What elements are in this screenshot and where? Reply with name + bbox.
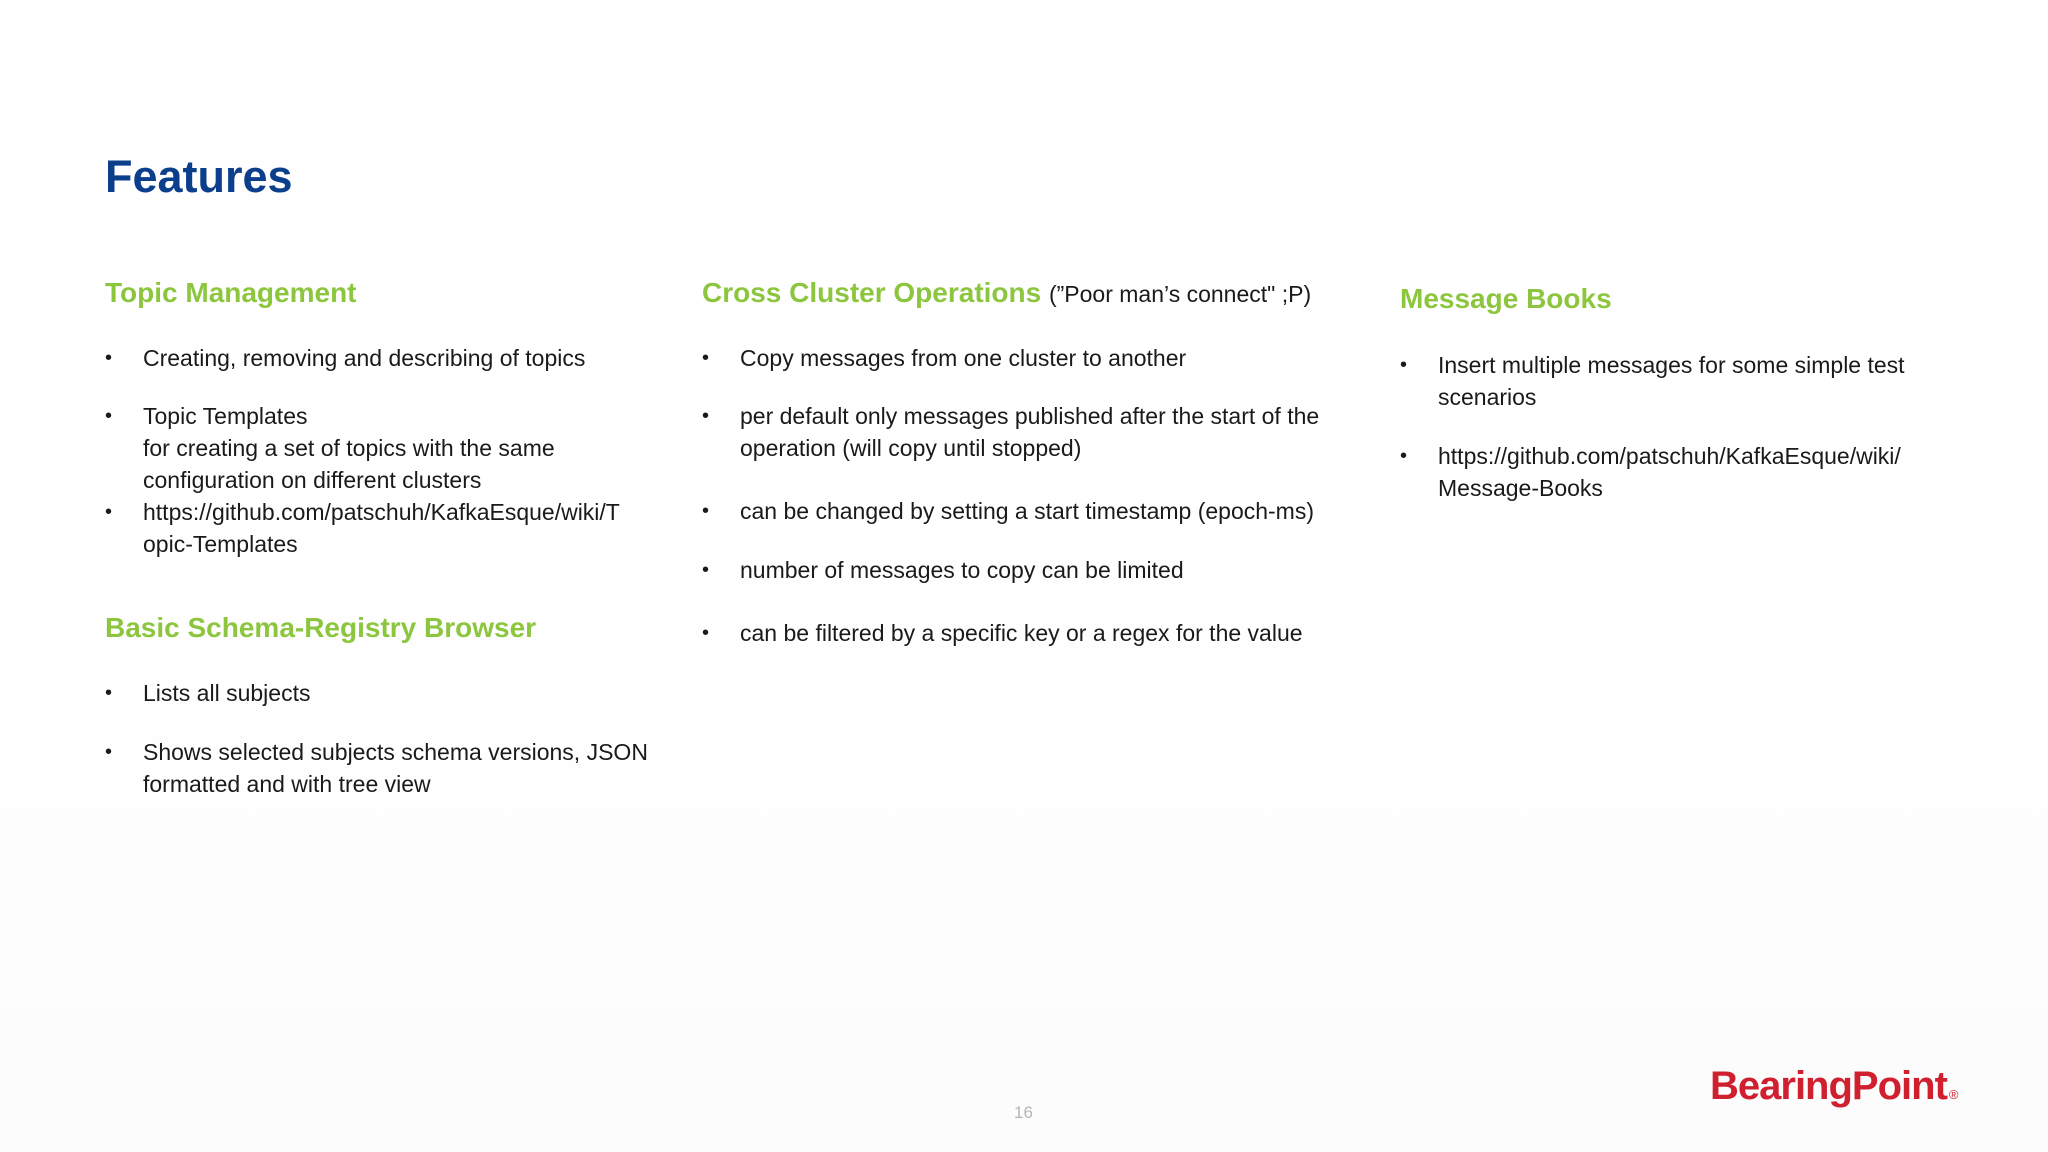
bullet-dot: •: [105, 501, 113, 523]
section-heading-cross-cluster-label: Cross Cluster Operations: [702, 277, 1042, 308]
list-item-text: Insert multiple messages for some simple test scenarios: [1438, 352, 1905, 410]
list-item-text: number of messages to copy can be limited: [740, 557, 1184, 583]
registered-mark: ®: [1948, 1087, 1959, 1102]
list-item-text: can be filtered by a specific key or a regex for the value: [740, 620, 1303, 646]
bullet-dot: •: [1400, 354, 1408, 376]
list-item-text: Creating, removing and describing of topics: [143, 345, 586, 371]
page-number: 16: [1014, 1103, 1033, 1122]
list-item-text: Lists all subjects: [143, 680, 311, 706]
bullet-dot: •: [1400, 445, 1408, 467]
section-heading-schema-registry: Basic Schema-Registry Browser: [105, 612, 537, 643]
bullet-dot: •: [105, 405, 113, 427]
list-item-text: Shows selected subjects schema versions, JSON formatted and with tree view: [143, 739, 648, 797]
bullet-dot: •: [702, 347, 710, 369]
section-heading-cross-cluster-suffix: (”Poor man’s connect" ;P): [1048, 281, 1312, 307]
logo-text: BearingPoint: [1710, 1064, 1947, 1108]
section-heading-cross-cluster: [702, 276, 1311, 310]
list-item-text: can be changed by setting a start timestamp (epoch-ms): [740, 498, 1315, 524]
bullet-dot: •: [702, 622, 710, 644]
link-topic-templates: https://github.com/patschuh/KafkaEsque/wiki/T opic-Templates: [143, 499, 620, 557]
bullet-dot: •: [105, 682, 113, 704]
section-heading-message-books: Message Books: [1400, 283, 1612, 314]
list-item-text: per default only messages published after the start of the operation (will copy until stopped): [740, 403, 1320, 461]
bullet-dot: •: [105, 741, 113, 763]
slide-title: Features: [105, 151, 293, 202]
bearingpoint-logo: [1710, 1064, 1959, 1109]
bullet-dot: •: [702, 559, 710, 581]
bullet-dot: •: [105, 347, 113, 369]
link-message-books: https://github.com/patschuh/KafkaEsque/wiki/ Message-Books: [1438, 443, 1901, 501]
bullet-dot: •: [702, 500, 710, 522]
list-item-text: Copy messages from one cluster to another: [740, 345, 1187, 371]
bullet-dot: •: [702, 405, 710, 427]
section-heading-topic-management: Topic Management: [105, 277, 357, 308]
list-item-text: Topic Templates for creating a set of topics with the same configuration on different clusters: [143, 403, 555, 493]
